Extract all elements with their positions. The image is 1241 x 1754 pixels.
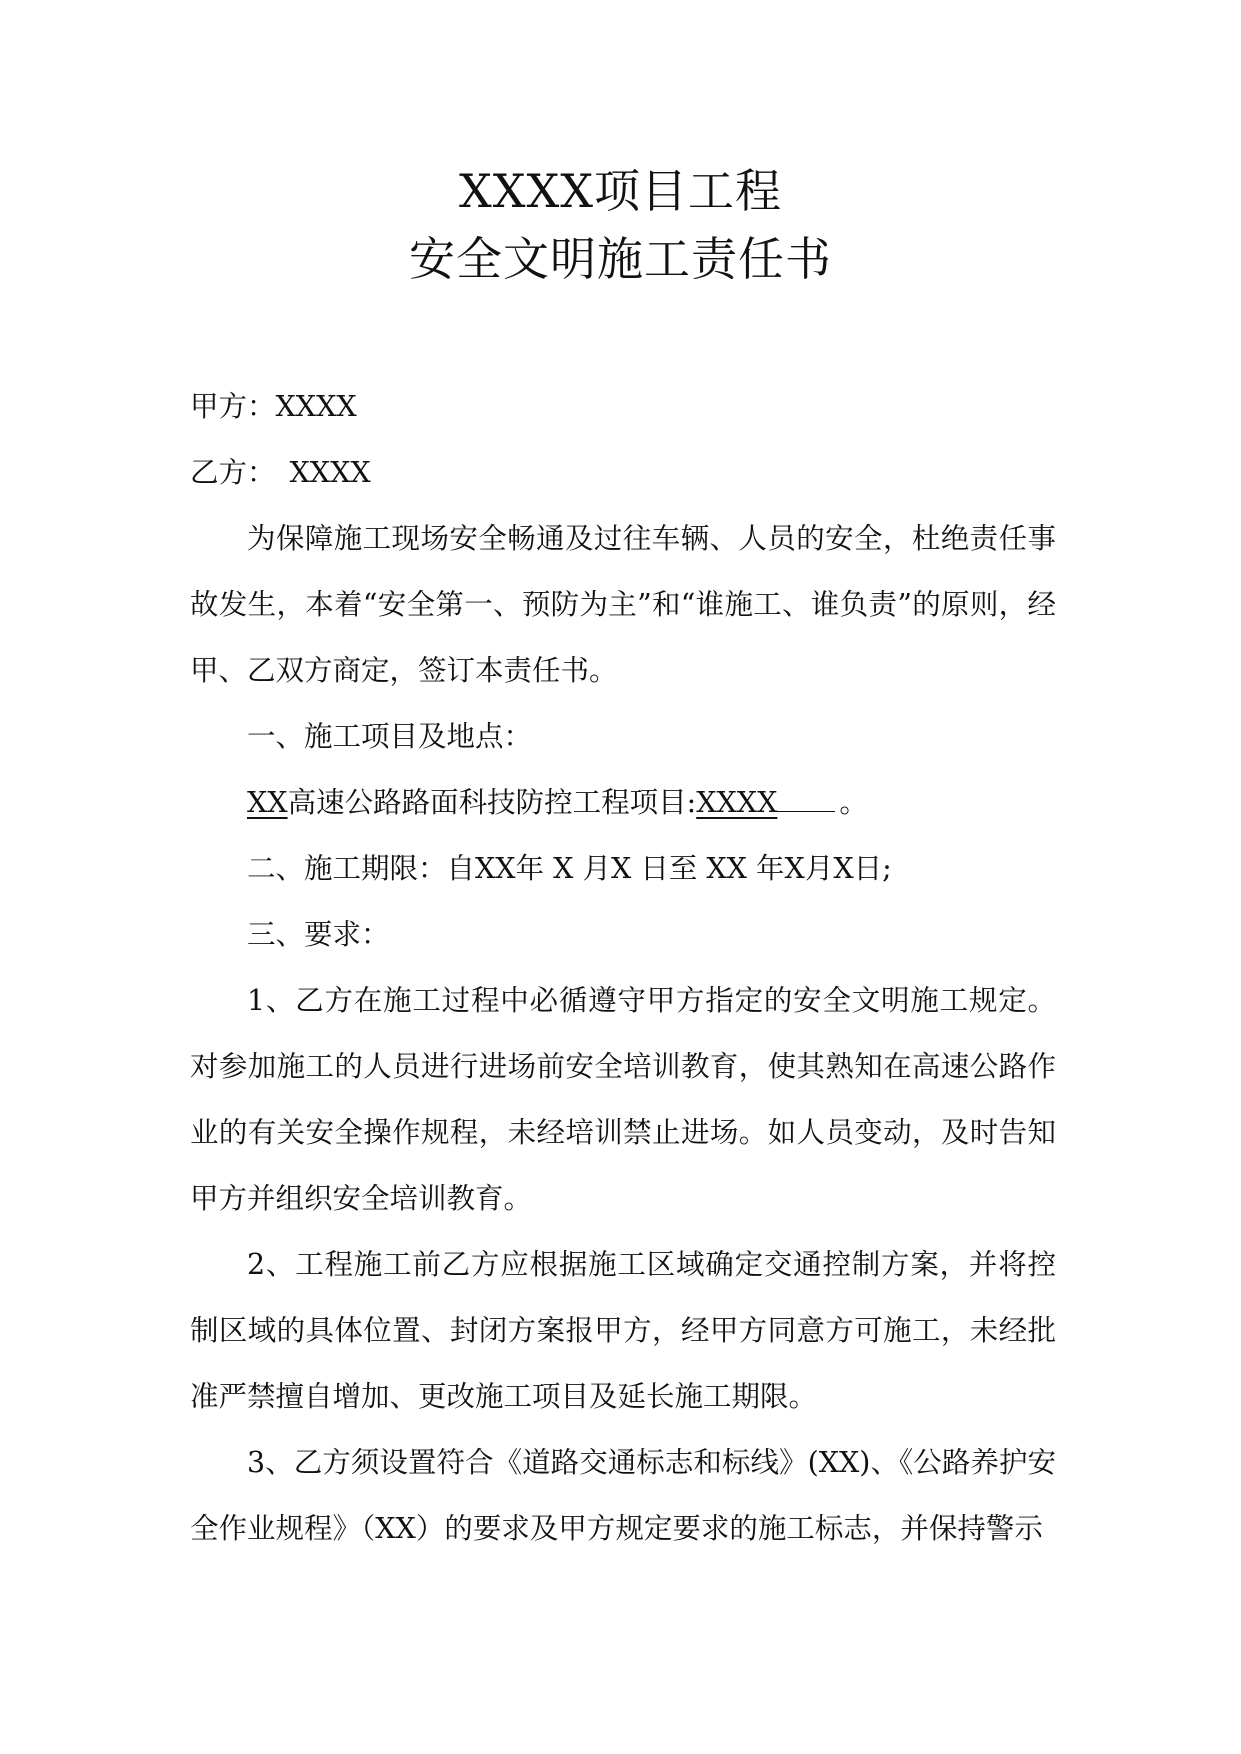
party-a-value: XXXX [275, 390, 357, 423]
project-prefix: XX [247, 786, 288, 819]
requirement-item-1: 1、乙方在施工过程中必循遵守甲方指定的安全文明施工规定。对参加施工的人员进行进场前安全培训教育，使其熟知在高速公路作业的有关安全操作规程，未经培训禁止进场。如人员变动，及时告知甲方并组织安全培训教育。 [190, 984, 1056, 1215]
section3-heading: 三、要求： [247, 918, 390, 951]
project-name: 高速公路路面科技防控工程项目: [287, 786, 697, 819]
title-line-responsibility: 安全文明施工责任书 [409, 232, 832, 286]
intro-paragraph: 为保障施工现场安全畅通及过往车辆、人员的安全，杜绝责任事故发生，本着“安全第一、预防为主”和“谁施工、谁负责”的原则，经甲、乙双方商定，签订本责任书。 [190, 522, 1056, 687]
title-line-project: XXXX项目工程 [459, 164, 782, 218]
requirement-item-2: 2、工程施工前乙方应根据施工区域确定交通控制方案，并将控制区域的具体位置、封闭方案报甲方，经甲方同意方可施工，未经批准严禁擅自增加、更改施工项目及延长施工期限。 [190, 1248, 1056, 1413]
section2-period: 二、施工期限：自XX年 X 月X 日至 XX 年X月X日; [247, 852, 892, 885]
blank-underline [777, 783, 835, 812]
party-b-value: XXXX [289, 456, 371, 489]
document-title [0, 158, 1241, 292]
requirement-item-3: 3、乙方须设置符合《道路交通标志和标线》(XX)、《公路养护安全作业规程》（XX）的要求及甲方规定要求的施工标志，并保持警示 [190, 1446, 1056, 1545]
project-location-line [190, 770, 1056, 836]
party-a [190, 374, 1056, 440]
project-location: XXXX [696, 786, 778, 819]
party-b [190, 440, 1056, 506]
section1-heading: 一、施工项目及地点： [247, 720, 533, 753]
party-a-label: 甲方： [190, 390, 276, 423]
document-body [190, 374, 1056, 1562]
project-end: 。 [839, 786, 868, 819]
party-b-label: 乙方： [190, 456, 276, 489]
